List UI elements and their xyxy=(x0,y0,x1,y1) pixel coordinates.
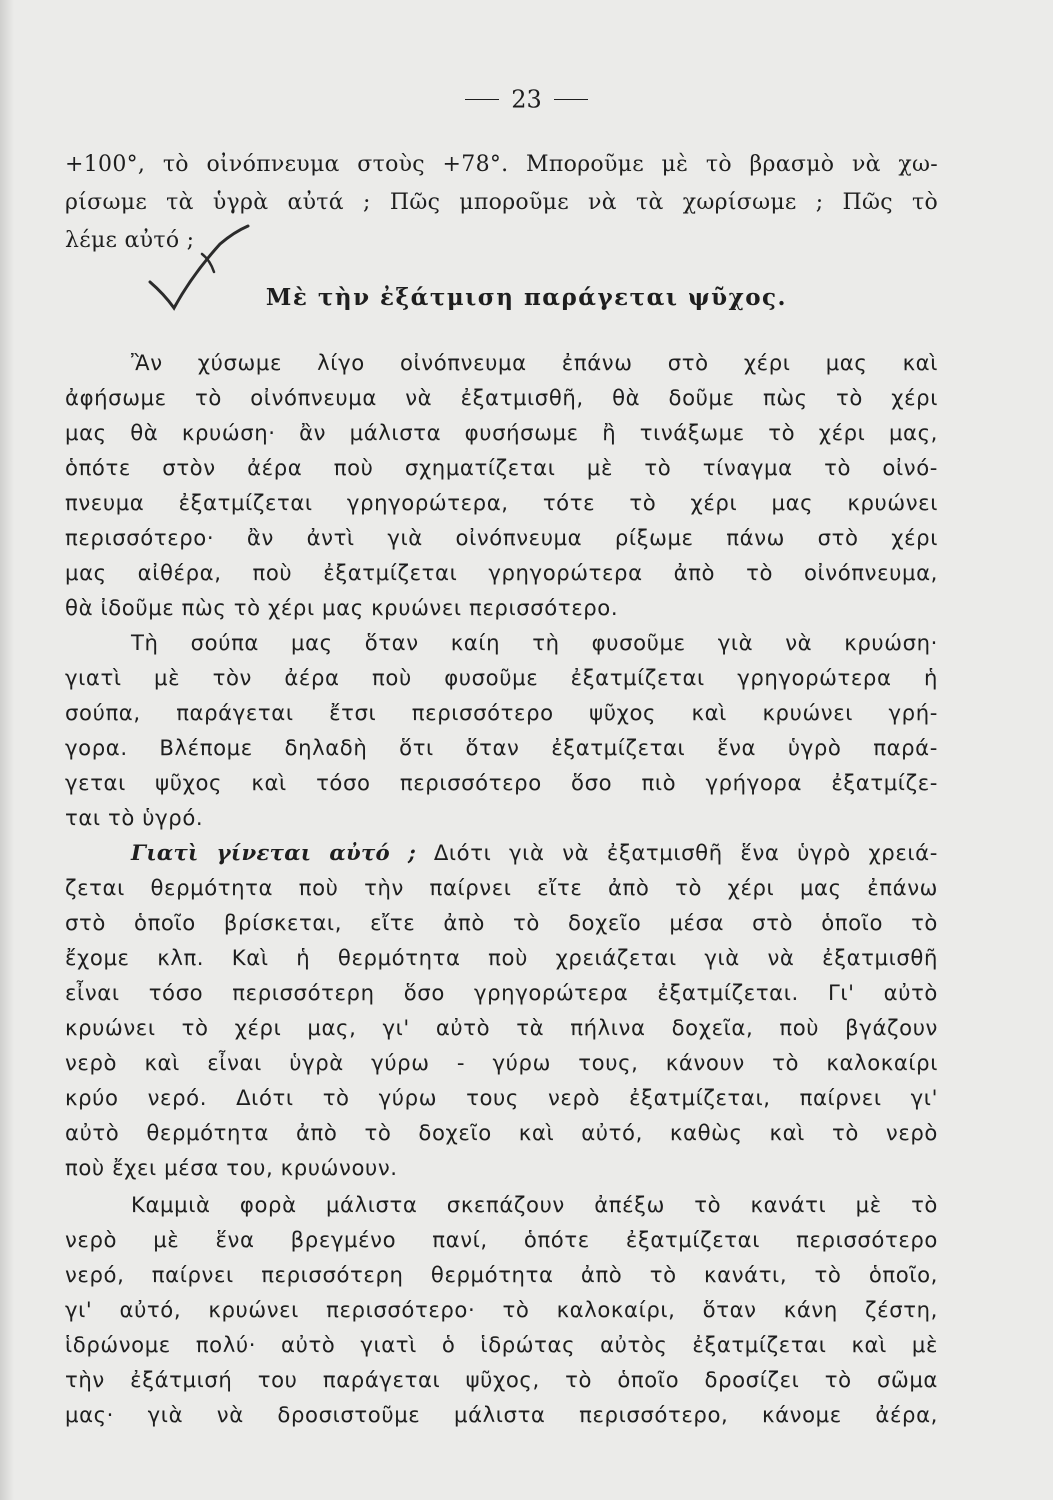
text-line: ται τὸ ὑγρό. xyxy=(65,805,204,830)
text-line: ζεται θερμότητα ποὺ τὴν παίρνει εἴτε ἀπὸ τὸ χέρι μας ἐπάνω xyxy=(65,875,938,900)
text-line: γορα. Βλέπομε δηλαδὴ ὅτι ὅταν ἐξατμίζεται ἕνα ὑγρὸ παρά- xyxy=(65,735,938,760)
text-line: μας· γιὰ νὰ δροσιστοῦμε μάλιστα περισσότερο, κάνομε ἀέρα, xyxy=(65,1402,938,1427)
text-line: κρύο νερό. Διότι τὸ γύρω τους νερὸ ἐξατμίζεται, παίρνει γι' xyxy=(65,1085,938,1110)
text-line xyxy=(65,838,938,868)
text-line: Καμμιὰ φορὰ μάλιστα σκεπάζουν ἀπέξω τὸ κανάτι μὲ τὸ xyxy=(131,1192,938,1217)
text-line: περισσότερο· ἂν ἀντὶ γιὰ οἰνόπνευμα ρίξωμε πάνω στὸ χέρι xyxy=(65,525,938,550)
text-line: νερὸ μὲ ἕνα βρεγμένο πανί, ὁπότε ἐξατμίζεται περισσότερο xyxy=(65,1227,938,1252)
dash-left xyxy=(465,99,499,100)
text-line: ἔχομε κλπ. Καὶ ἡ θερμότητα ποὺ χρειάζεται γιὰ νὰ ἐξατμισθῆ xyxy=(65,945,938,970)
text-line: ὁπότε στὸν ἀέρα ποὺ σχηματίζεται μὲ τὸ τίναγμα τὸ οἰνό- xyxy=(65,455,938,480)
text-line: αὐτὸ θερμότητα ἀπὸ τὸ δοχεῖο καὶ αὐτό, καθὼς καὶ τὸ νερὸ xyxy=(65,1120,938,1145)
text-line: ἀφήσωμε τὸ οἰνόπνευμα νὰ ἐξατμισθῆ, θὰ δοῦμε πὼς τὸ χέρι xyxy=(65,385,938,410)
italic-lead-question: Γιατὶ γίνεται αὐτό ; xyxy=(131,840,417,865)
text-line: Ἂν χύσωμε λίγο οἰνόπνευμα ἐπάνω στὸ χέρι μας καὶ xyxy=(131,350,938,375)
text-line: γιατὶ μὲ τὸν ἀέρα ποὺ φυσοῦμε ἐξατμίζεται γρηγορώτερα ἡ xyxy=(65,665,938,690)
text-line: +100°, τὸ οἰνόπνευμα στοὺς +78°. Μποροῦμε μὲ τὸ βρασμὸ νὰ χω- xyxy=(65,152,938,177)
text-line: τὴν ἐξάτμισή του παράγεται ψῦχος, τὸ ὁποῖο δροσίζει τὸ σῶμα xyxy=(65,1367,938,1392)
text-line: μας αἰθέρα, ποὺ ἐξατμίζεται γρηγορώτερα ἀπὸ τὸ οἰνόπνευμα, xyxy=(65,560,938,585)
text-line: ἱδρώνομε πολύ· αὐτὸ γιατὶ ὁ ἱδρώτας αὐτὸς ἐξατμίζεται καὶ μὲ xyxy=(65,1332,938,1357)
text-line: εἶναι τόσο περισσότερη ὅσο γρηγορώτερα ἐξατμίζεται. Γι' αὐτὸ xyxy=(65,980,938,1005)
text-line: Τὴ σούπα μας ὅταν καίη τὴ φυσοῦμε γιὰ νὰ κρυώση· xyxy=(131,630,938,655)
text-line: νερό, παίρνει περισσότερη θερμότητα ἀπὸ τὸ κανάτι, τὸ ὁποῖο, xyxy=(65,1262,938,1287)
text-line: κρυώνει τὸ χέρι μας, γι' αὐτὸ τὰ πήλινα δοχεῖα, ποὺ βγάζουν xyxy=(65,1015,938,1040)
text-line: λέμε αὐτό ; xyxy=(65,228,195,253)
text-line: θὰ ἰδοῦμε πὼς τὸ χέρι μας κρυώνει περισσότερο. xyxy=(65,595,619,620)
page-number xyxy=(0,84,1053,114)
text-line: μας θὰ κρυώση· ἂν μάλιστα φυσήσωμε ἢ τινάξωμε τὸ χέρι μας, xyxy=(65,420,938,445)
section-heading: Μὲ τὴν ἐξάτμιση παράγεται ψῦχος. xyxy=(265,284,788,311)
text-line: νερὸ καὶ εἶναι ὑγρὰ γύρω - γύρω τους, κάνουν τὸ καλοκαίρι xyxy=(65,1050,938,1075)
text-line: γεται ψῦχος καὶ τόσο περισσότερο ὅσο πιὸ γρήγορα ἐξατμίζε- xyxy=(65,770,938,795)
page-edge-shadow xyxy=(0,0,14,1500)
handwritten-checkmark-icon xyxy=(142,220,282,330)
text-line: στὸ ὁποῖο βρίσκεται, εἴτε ἀπὸ τὸ δοχεῖο μέσα στὸ ὁποῖο τὸ xyxy=(65,910,938,935)
text-line: πνευμα ἐξατμίζεται γρηγορώτερα, τότε τὸ χέρι μας κρυώνει xyxy=(65,490,938,515)
text-line: ρίσωμε τὰ ὑγρὰ αὐτά ; Πῶς μποροῦμε νὰ τὰ χωρίσωμε ; Πῶς τὸ xyxy=(65,190,938,215)
text-line: ποὺ ἔχει μέσα του, κρυώνουν. xyxy=(65,1155,398,1180)
text-line: σούπα, παράγεται ἔτσι περισσότερο ψῦχος καὶ κρυώνει γρή- xyxy=(65,700,938,725)
page-number-text: 23 xyxy=(511,85,542,114)
text-span: Διότι γιὰ νὰ ἐξατμισθῆ ἕνα ὑγρὸ χρειά- xyxy=(433,840,938,865)
dash-right xyxy=(554,99,588,100)
text-line: γι' αὐτό, κρυώνει περισσότερο· τὸ καλοκαίρι, ὅταν κάνη ζέστη, xyxy=(65,1297,938,1322)
